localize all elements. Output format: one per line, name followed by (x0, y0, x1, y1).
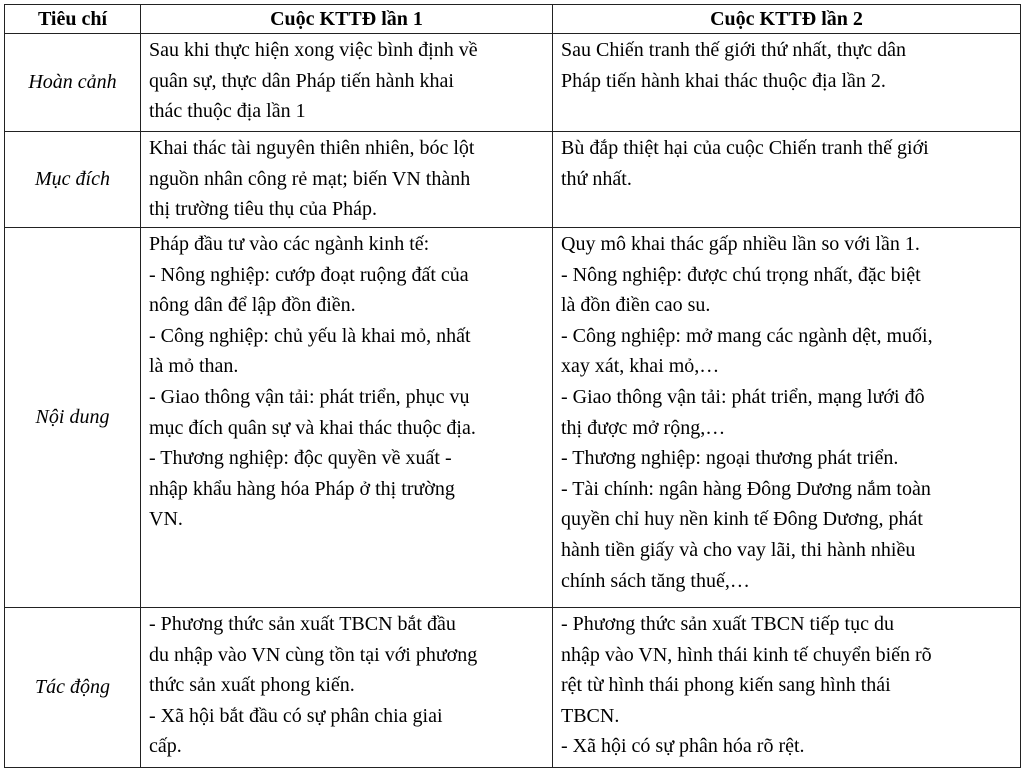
cell-line: nguồn nhân công rẻ mạt; biến VN thành (149, 167, 471, 190)
cell-context-second (553, 34, 1021, 132)
cell-line: thác thuộc địa lần 1 (149, 100, 306, 123)
cell-line: - Tài chính: ngân hàng Đông Dương nắm toàn (561, 477, 931, 500)
cell-line: - Nông nghiệp: cướp đoạt ruộng đất của (149, 263, 469, 286)
criteria-impact: Tác động (5, 608, 141, 768)
cell-line: Sau khi thực hiện xong việc bình định về (149, 39, 478, 61)
cell-line: Quy mô khai thác gấp nhiều lần so với lần 1. (561, 233, 920, 255)
cell-line: Sau Chiến tranh thế giới thứ nhất, thực dân (561, 39, 906, 61)
cell-line: Bù đắp thiệt hại của cuộc Chiến tranh thế giới (561, 137, 929, 159)
cell-line: Pháp đầu tư vào các ngành kinh tế: (149, 233, 430, 255)
cell-line: nhập khẩu hàng hóa Pháp ở thị trường (149, 477, 455, 500)
cell-purpose-second (553, 132, 1021, 228)
cell-line: - Nông nghiệp: được chú trọng nhất, đặc biệt (561, 263, 921, 286)
cell-impact-first (141, 608, 553, 768)
criteria-purpose: Mục đích (5, 132, 141, 228)
cell-purpose-first (141, 132, 553, 228)
table-row (5, 608, 1021, 768)
cell-line: thứ nhất. (561, 167, 632, 190)
cell-line: chính sách tăng thuế,… (561, 569, 750, 592)
header-row (5, 5, 1021, 34)
cell-line: - Xã hội bắt đầu có sự phân chia giai (149, 704, 443, 727)
table-row (5, 132, 1021, 228)
cell-line: nông dân để lập đồn điền. (149, 294, 356, 317)
cell-line: TBCN. (561, 704, 620, 727)
cell-line: quân sự, thực dân Pháp tiến hành khai (149, 69, 454, 92)
cell-line: mục đích quân sự và khai thác thuộc địa. (149, 416, 476, 439)
table-row (5, 34, 1021, 132)
cell-line: Pháp tiến hành khai thác thuộc địa lần 2. (561, 69, 886, 92)
cell-line: quyền chỉ huy nền kinh tế Đông Dương, phát (561, 508, 923, 531)
cell-line: thị được mở rộng,… (561, 416, 726, 439)
cell-line: - Giao thông vận tải: phát triển, phục vụ (149, 385, 470, 408)
cell-line: du nhập vào VN cùng tồn tại với phương (149, 643, 478, 666)
cell-context-first (141, 34, 553, 132)
cell-line: thức sản xuất phong kiến. (149, 674, 355, 697)
criteria-context: Hoàn cảnh (5, 34, 141, 132)
cell-line: thị trường tiêu thụ của Pháp. (149, 198, 378, 221)
cell-content-first (141, 228, 553, 608)
cell-line: - Xã hội có sự phân hóa rõ rệt. (561, 735, 805, 758)
cell-line: là đồn điền cao su. (561, 294, 711, 317)
cell-line: - Thương nghiệp: ngoại thương phát triển. (561, 447, 899, 470)
comparison-table (4, 4, 1021, 768)
cell-line: nhập vào VN, hình thái kinh tế chuyển biến rõ (561, 643, 932, 666)
cell-line: VN. (149, 508, 183, 531)
cell-line: - Phương thức sản xuất TBCN bắt đầu (149, 613, 456, 635)
cell-line: - Công nghiệp: chủ yếu là khai mỏ, nhất (149, 324, 471, 347)
cell-line: - Thương nghiệp: độc quyền về xuất - (149, 447, 452, 470)
header-criteria: Tiêu chí (5, 5, 141, 34)
criteria-content: Nội dung (5, 228, 141, 608)
cell-line: hành tiền giấy và cho vay lãi, thi hành nhiều (561, 538, 916, 561)
cell-line: - Giao thông vận tải: phát triển, mạng lưới đô (561, 385, 925, 408)
cell-line: - Công nghiệp: mở mang các ngành dệt, muối, (561, 324, 933, 347)
cell-line: là mỏ than. (149, 355, 239, 378)
cell-content-second (553, 228, 1021, 608)
cell-line: cấp. (149, 735, 182, 758)
cell-line: Khai thác tài nguyên thiên nhiên, bóc lột (149, 137, 475, 159)
header-first-exploitation: Cuộc KTTĐ lần 1 (141, 5, 553, 34)
cell-line: rệt từ hình thái phong kiến sang hình thái (561, 674, 891, 697)
table-row (5, 228, 1021, 608)
cell-line: xay xát, khai mỏ,… (561, 355, 720, 378)
cell-impact-second (553, 608, 1021, 768)
header-second-exploitation: Cuộc KTTĐ lần 2 (553, 5, 1021, 34)
cell-line: - Phương thức sản xuất TBCN tiếp tục du (561, 613, 894, 635)
